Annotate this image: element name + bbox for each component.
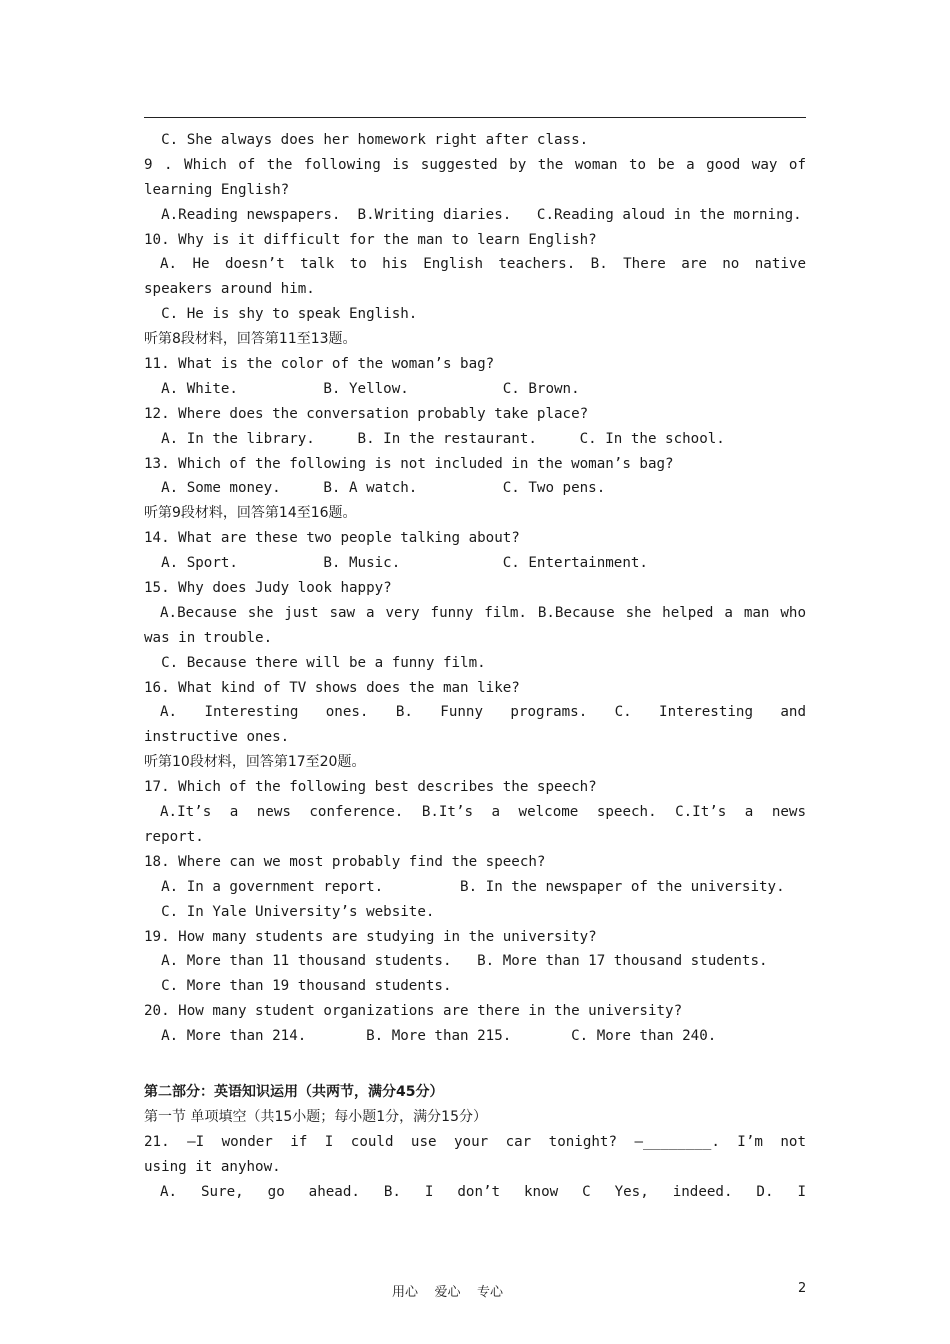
text-line: 10. Why is it difficult for the man to learn English? xyxy=(144,231,597,248)
text-line: 听第9段材料，回答第14至16题。 xyxy=(144,505,357,522)
text-line: instructive ones. xyxy=(144,729,290,746)
text-line: 第二部分：英语知识运用（共两节，满分45分） xyxy=(144,1083,444,1100)
text-line: learning English? xyxy=(144,181,290,198)
text-line: 听第10段材料，回答第17至20题。 xyxy=(144,754,366,771)
text-line: A.Reading newspapers. B.Writing diaries. C.Reading aloud in the morning. xyxy=(144,206,802,223)
text-line: A. More than 11 thousand students. B. More than 17 thousand students. xyxy=(144,953,768,970)
text-line: C. He is shy to speak English. xyxy=(144,306,418,323)
page-number: 2 xyxy=(798,1281,807,1296)
text-line: 15. Why does Judy look happy? xyxy=(144,580,392,597)
text-line: 听第8段材料，回答第11至13题。 xyxy=(144,331,357,348)
text-line: A. White. B. Yellow. C. Brown. xyxy=(144,380,580,397)
text-line: speakers around him. xyxy=(144,281,315,298)
text-line: 12. Where does the conversation probably take place? xyxy=(144,405,589,422)
footer-motto: 用心 爱心 专心 xyxy=(392,1285,504,1300)
text-line: 17. Which of the following best describes the speech? xyxy=(144,779,597,796)
text-line: 16. What kind of TV shows does the man like? xyxy=(144,679,520,696)
text-line: 21. —I wonder if I could use your car tonight? —________. I’m not xyxy=(144,1133,806,1150)
text-line: 13. Which of the following is not included in the woman’s bag? xyxy=(144,455,674,472)
text-line: C. She always does her homework right after class. xyxy=(144,132,589,148)
text-line: A. Sport. B. Music. C. Entertainment. xyxy=(144,555,648,572)
text-line: 20. How many student organizations are there in the university? xyxy=(144,1003,683,1020)
header-rule xyxy=(144,117,806,118)
page-footer xyxy=(0,1281,950,1301)
spacer xyxy=(144,1049,806,1080)
text-line: 第一节 单项填空（共15小题；每小题1分，满分15分） xyxy=(144,1108,487,1125)
text-line: C. More than 19 thousand students. xyxy=(144,978,452,995)
text-line: A. In a government report. B. In the newspaper of the university. xyxy=(144,878,785,895)
text-line: C. Because there will be a funny film. xyxy=(144,654,486,671)
text-line: A. Interesting ones. B. Funny programs. C. Interesting and xyxy=(160,704,806,721)
text-line: 14. What are these two people talking about? xyxy=(144,530,520,547)
text-line: 18. Where can we most probably find the speech? xyxy=(144,853,546,870)
text-line: A. Some money. B. A watch. C. Two pens. xyxy=(144,480,606,497)
text-line: C. In Yale University’s website. xyxy=(144,903,435,920)
text-line: A. Sure, go ahead. B. I don’t know C Yes, indeed. D. I xyxy=(160,1183,806,1200)
text-line: A.Because she just saw a very funny film. B.Because she helped a man who xyxy=(160,604,806,621)
text-line: A.It’s a news conference. B.It’s a welcome speech. C.It’s a news xyxy=(160,804,806,821)
text-line: A. More than 214. B. More than 215. C. More than 240. xyxy=(144,1028,717,1045)
text-line: A. In the library. B. In the restaurant. C. In the school. xyxy=(144,430,725,447)
document-body xyxy=(144,128,806,1204)
text-line: 9 . Which of the following is suggested by the woman to be a good way of xyxy=(144,156,806,173)
text-line: 11. What is the color of the woman’s bag? xyxy=(144,356,495,373)
text-line: using it anyhow. xyxy=(144,1158,281,1175)
text-line: report. xyxy=(144,828,204,845)
text-line: A. He doesn’t talk to his English teachers. B. There are no native xyxy=(160,256,806,273)
text-line: was in trouble. xyxy=(144,629,273,646)
text-line: 19. How many students are studying in the university? xyxy=(144,928,597,945)
